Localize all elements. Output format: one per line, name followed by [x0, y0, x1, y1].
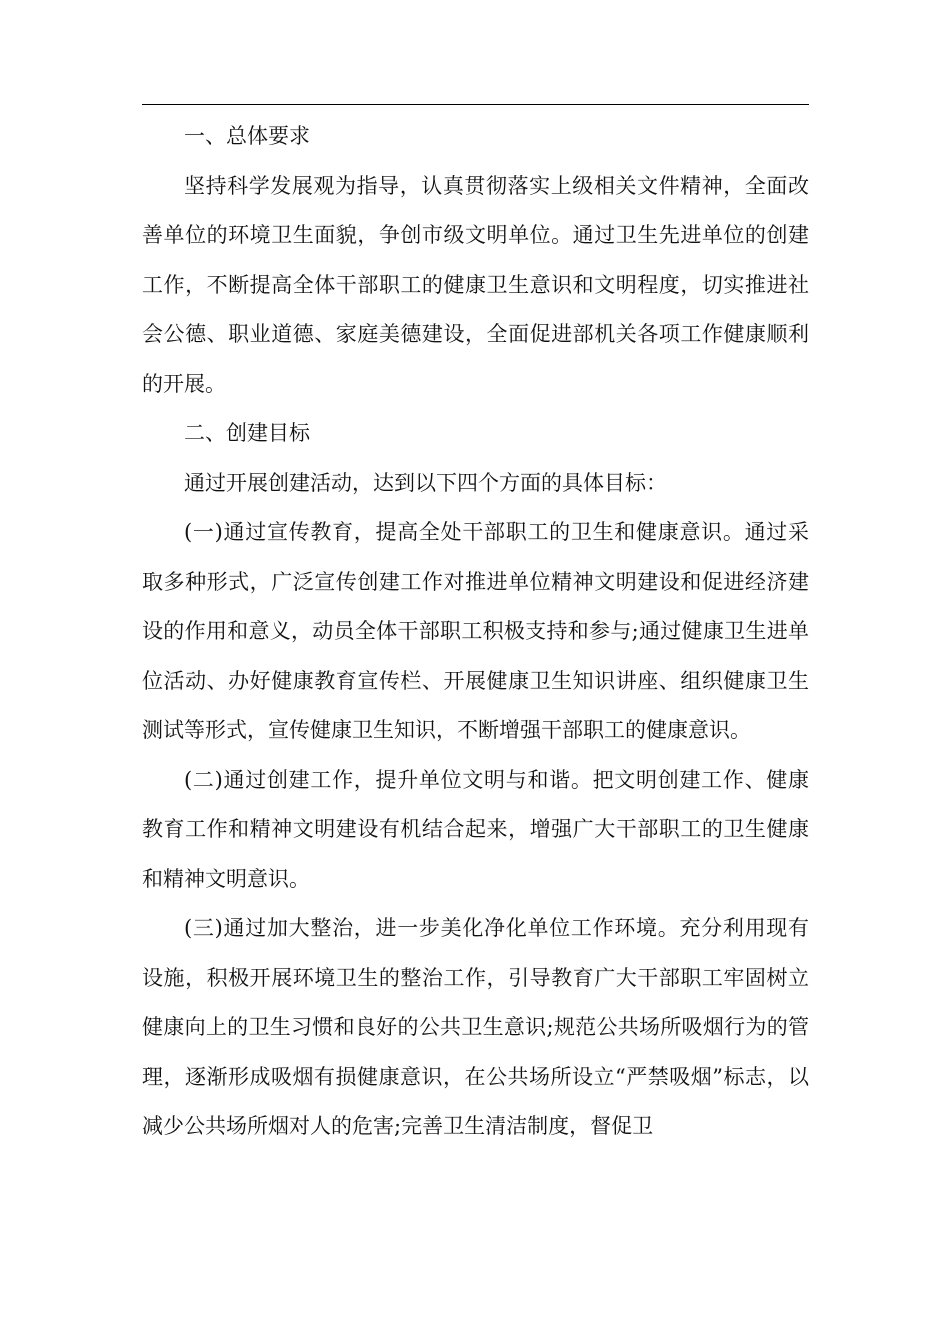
section-heading-2: 二、创建目标	[184, 421, 310, 445]
paragraph-goals-intro: 通过开展创建活动，达到以下四个方面的具体目标：	[184, 470, 667, 495]
paragraph-guiding-principle: 坚持科学发展观为指导，认真贯彻落实上级相关文件精神，全面改善单位的环境卫生面貌，争创市级文明单位。通过卫生先进单位的创建工作，不断提高全体干部职工的健康卫生意识和文明程度，切实推进社会公德、职业道德、家庭美德建设，全面促进部机关各项工作健康顺利的开展。	[142, 173, 809, 396]
paragraph-goal-1: (一)通过宣传教育，提高全处干部职工的卫生和健康意识。通过采取多种形式，广泛宣传创建工作对推进单位精神文明建设和促进经济建设的作用和意义，动员全体干部职工积极支持和参与;通过健康卫生进单位活动、办好健康教育宣传栏、开展健康卫生知识讲座、组织健康卫生测试等形式，宣传健康卫生知识，不断增强干部职工的健康意识。	[142, 520, 809, 742]
paragraph-goal-3: (三)通过加大整治，进一步美化净化单位工作环境。充分利用现有设施，积极开展环境卫生的整治工作，引导教育广大干部职工牢固树立健康向上的卫生习惯和良好的公共卫生意识;规范公共场所吸烟行为的管理，逐渐形成吸烟有损健康意识，在公共场所设立“严禁吸烟”标志，以减少公共场所烟对人的危害;完善卫生清洁制度，督促卫	[142, 916, 809, 1138]
document-body	[142, 112, 809, 1152]
header-rule	[142, 104, 809, 105]
paragraph-goal-2: (二)通过创建工作，提升单位文明与和谐。把文明创建工作、健康教育工作和精神文明建设有机结合起来，增强广大干部职工的卫生健康和精神文明意识。	[142, 767, 809, 891]
section-heading-1: 一、总体要求	[184, 124, 310, 148]
